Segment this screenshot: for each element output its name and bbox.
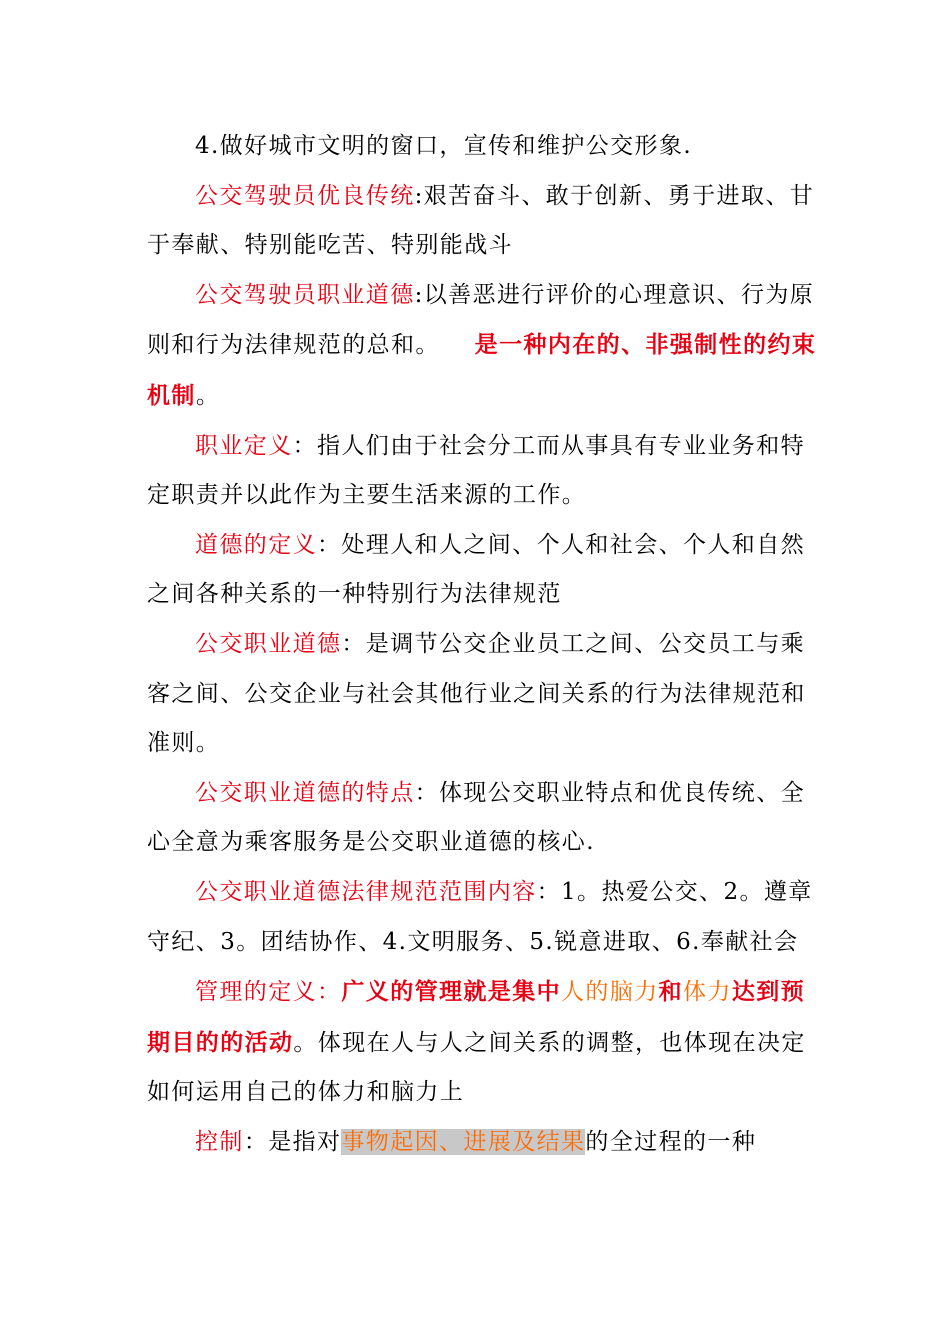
paragraph-control-definition xyxy=(147,1118,827,1168)
paragraph-transit-ethics-scope xyxy=(147,868,827,967)
paragraph-morality-definition xyxy=(147,521,827,620)
paragraph-management-definition xyxy=(147,967,827,1118)
paragraph-text: 。体现在人与人之间关系的调整，也体现在决定如何运用自己的体力和脑力上 xyxy=(147,1029,806,1106)
term-transit-ethics-scope: 公交职业道德法律规范范围内容 xyxy=(195,878,537,905)
paragraph-driver-tradition xyxy=(147,172,827,271)
highlight-brain-power: 人的脑力 xyxy=(561,979,659,1006)
spacer xyxy=(440,332,475,358)
term-control: 控制 xyxy=(195,1128,244,1155)
highlight-process: 事物起因、进展及结果 xyxy=(341,1128,586,1155)
term-driver-ethics: 公交驾驶员职业道德 xyxy=(195,281,415,308)
emphasis-part-1: 广义的管理就是集中 xyxy=(341,978,562,1006)
emphasis-text: 是一种内在的、非强制性的约束机制 xyxy=(147,331,817,409)
term-transit-ethics: 公交职业道德 xyxy=(195,630,342,657)
colon: ： xyxy=(317,979,342,1006)
highlight-physical-power: 体力 xyxy=(683,979,732,1006)
paragraph-text: :以善恶进行评价的心理意识、行为原则和行为法律规范的总和。 xyxy=(147,281,815,359)
term-occupation-definition: 职业定义 xyxy=(195,432,293,459)
document-page xyxy=(147,122,827,1167)
paragraph-tail: 。 xyxy=(195,382,221,409)
emphasis-part-3: 达到预期目的的活动 xyxy=(147,978,806,1056)
term-transit-ethics-features: 公交职业道德的特点 xyxy=(195,779,415,806)
term-morality-definition: 道德的定义 xyxy=(195,531,317,558)
paragraph-text: ：指人们由于社会分工而从事具有专业业务和特定职责并以此作为主要生活来源的工作。 xyxy=(147,432,806,509)
paragraph-text: ：是指对 xyxy=(243,1128,342,1155)
paragraph-driver-ethics xyxy=(147,271,827,422)
paragraph-text: ：体现公交职业特点和优良传统、全心全意为乘客服务是公交职业道德的核心. xyxy=(147,779,806,856)
emphasis-part-2: 和 xyxy=(658,978,684,1006)
paragraph-transit-ethics xyxy=(147,620,827,769)
paragraph-text: :艰苦奋斗、敢于创新、勇于进取、甘于奉献、特别能吃苦、特别能战斗 xyxy=(147,182,815,259)
paragraph-text: 的全过程的一种 xyxy=(585,1128,757,1155)
term-management-definition: 管理的定义 xyxy=(195,979,317,1006)
paragraph-text: ：处理人和人之间、个人和社会、个人和自然之间各种关系的一种特别行为法律规范 xyxy=(147,531,805,608)
paragraph-occupation-definition xyxy=(147,422,827,521)
paragraph-text: ：1。热爱公交、2。遵章守纪、3。团结协作、4.文明服务、5.锐意进取、6.奉献社会 xyxy=(147,878,813,955)
paragraph-transit-ethics-features xyxy=(147,769,827,868)
paragraph-city-window xyxy=(147,122,827,172)
term-driver-tradition: 公交驾驶员优良传统 xyxy=(195,182,415,209)
paragraph-text: ：是调节公交企业员工之间、公交员工与乘客之间、公交企业与社会其他行业之间关系的行为法律规范和准则。 xyxy=(147,630,806,757)
paragraph-text: 4.做好城市文明的窗口，宣传和维护公交形象. xyxy=(195,133,693,159)
